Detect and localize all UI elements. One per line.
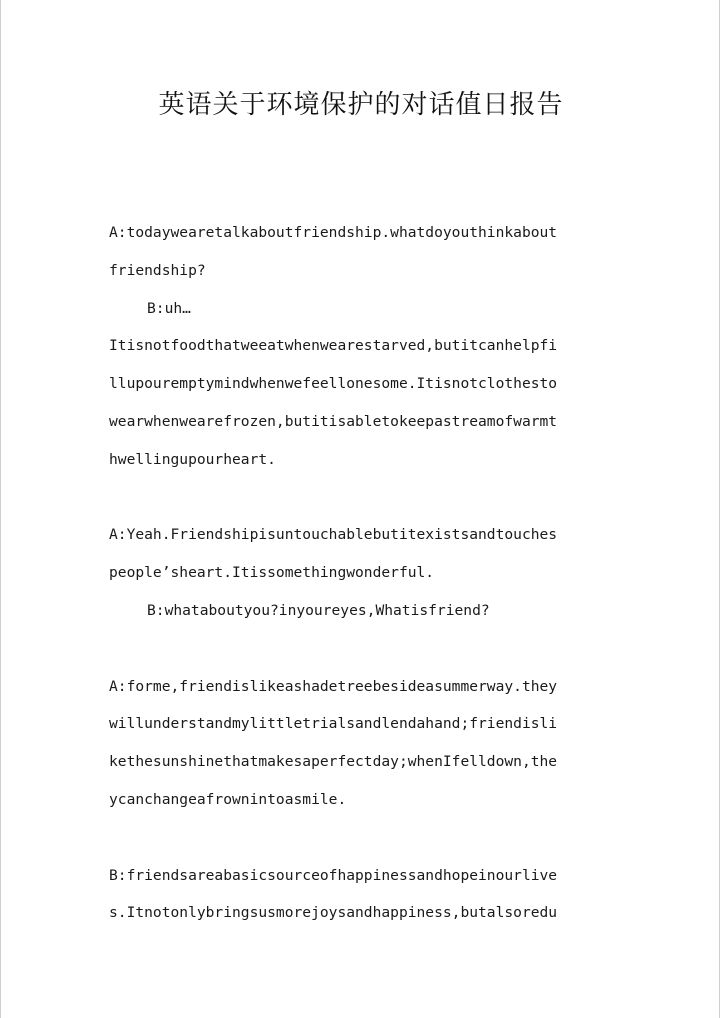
text-line: B:friendsareabasicsourceofhappinessandhopeinourlive	[109, 866, 558, 884]
paragraph-gap	[109, 819, 609, 857]
text-line: people’sheart.Itissomethingwonderful.	[109, 564, 435, 582]
text-line: hwellingupourheart.	[109, 450, 276, 468]
text-line: ycanchangeafrownintoasmile.	[109, 790, 347, 808]
text-line: kethesunshinethatmakesaperfectday;whenIfelldown,the	[109, 753, 558, 771]
paragraph-gap	[109, 630, 609, 668]
text-line: A:Yeah.Friendshipisuntouchablebutitexistsandtouches	[109, 526, 558, 544]
text-line: A:forme,friendislikeashadetreebesideasummerway.they	[109, 677, 558, 695]
text-line: B:whataboutyou?inyoureyes,Whatisfriend?	[147, 601, 490, 619]
text-line: llupouremptymindwhenwefeellonesome.Itisnotclothesto	[109, 375, 558, 393]
paragraph-gap	[109, 479, 609, 517]
text-line: s.Itnotonlybringsusmorejoysandhappiness,butalsoredu	[109, 904, 558, 922]
text-line: B:uh…	[147, 299, 191, 317]
text-line: friendship?	[109, 261, 206, 279]
text-line: wearwhenwearefrozen,butitisabletokeepastreamofwarmt	[109, 412, 558, 430]
text-line: A:todaywearetalkaboutfriendship.whatdoyouthinkabout	[109, 224, 558, 241]
page-title: 英语关于环境保护的对话值日报告	[158, 90, 564, 120]
text-line: Itisnotfoodthatweeatwhenwearestarved,butitcanhelpfi	[109, 337, 558, 355]
dialogue-body	[109, 214, 609, 932]
text-line: willunderstandmylittletrialsandlendahand;friendisli	[109, 715, 558, 733]
